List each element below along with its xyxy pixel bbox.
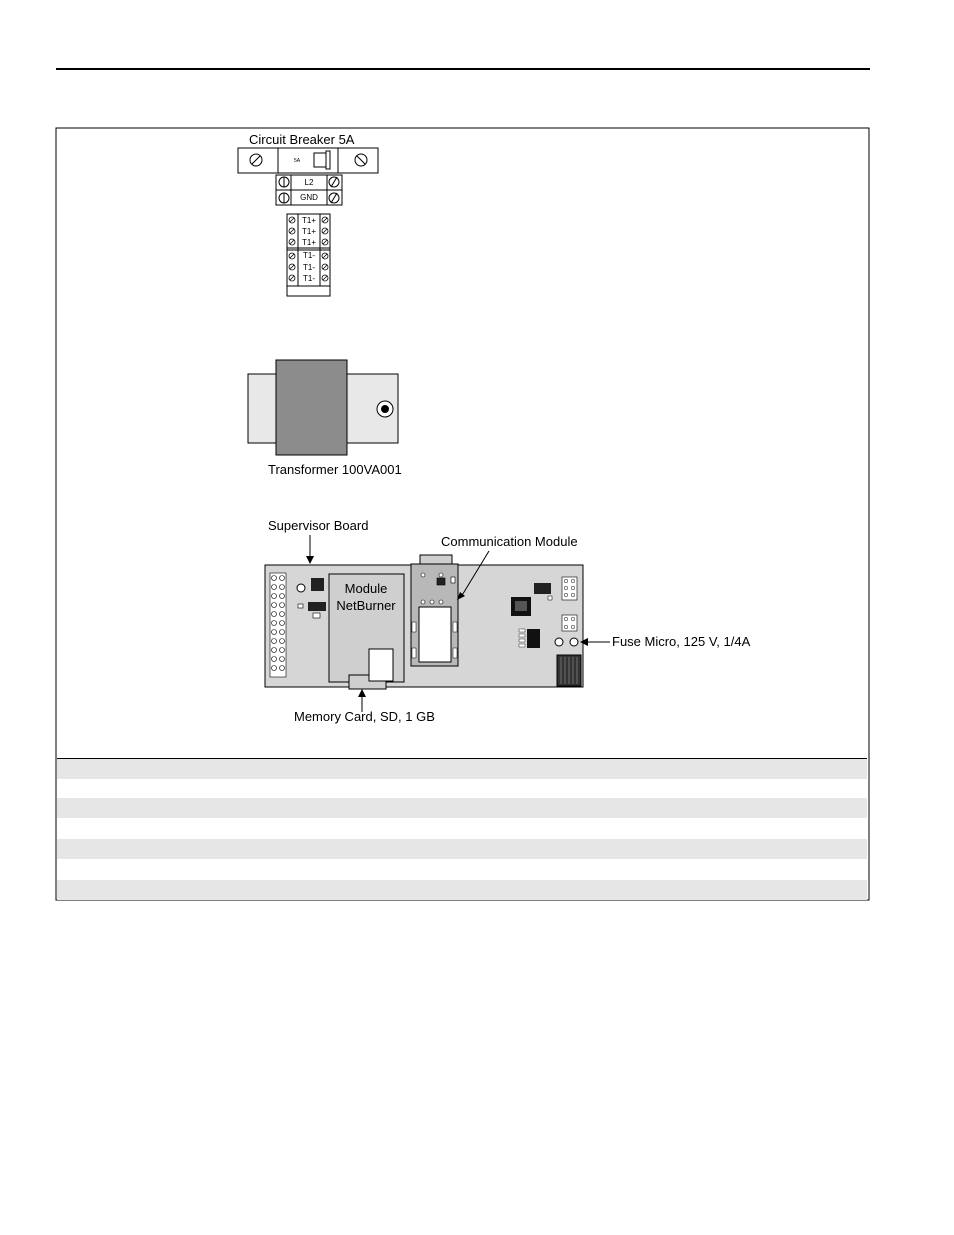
table-header-row xyxy=(57,739,867,759)
table-row xyxy=(57,818,867,838)
transformer xyxy=(248,360,402,477)
terminal-l2-label: L2 xyxy=(304,178,314,187)
power-terminal-block xyxy=(276,175,342,205)
terminal-t1-minus-3: T1- xyxy=(303,274,315,283)
t1-terminal-strip xyxy=(287,214,330,296)
table-row xyxy=(57,880,867,900)
terminal-t1-minus-2: T1- xyxy=(303,263,315,272)
table-row xyxy=(57,859,867,879)
terminal-t1-plus-1: T1+ xyxy=(301,216,317,225)
terminal-t1-plus-3: T1+ xyxy=(301,238,317,247)
transformer-label: Transformer 100VA001 xyxy=(268,462,402,477)
memory-card-label: Memory Card, SD, 1 GB xyxy=(294,709,435,724)
circuit-breaker-label: Circuit Breaker 5A xyxy=(249,132,355,147)
communication-module-label: Communication Module xyxy=(441,534,578,549)
terminal-t1-minus-1: T1- xyxy=(303,251,315,260)
fuse-label: Fuse Micro, 125 V, 1/4A xyxy=(612,634,751,649)
module-label-line2: NetBurner xyxy=(336,598,396,613)
terminal-t1-plus-2: T1+ xyxy=(301,227,317,236)
terminal-gnd-label: GND xyxy=(300,193,318,202)
table-row xyxy=(57,798,867,818)
table-row xyxy=(57,839,867,859)
breaker-rating-label: 5A xyxy=(294,158,301,164)
supervisor-board xyxy=(265,518,751,724)
module-label-line1: Module xyxy=(344,581,388,596)
table-row xyxy=(57,778,867,798)
table-row xyxy=(57,758,867,779)
supervisor-board-label: Supervisor Board xyxy=(268,518,369,533)
circuit-breaker xyxy=(238,132,378,173)
